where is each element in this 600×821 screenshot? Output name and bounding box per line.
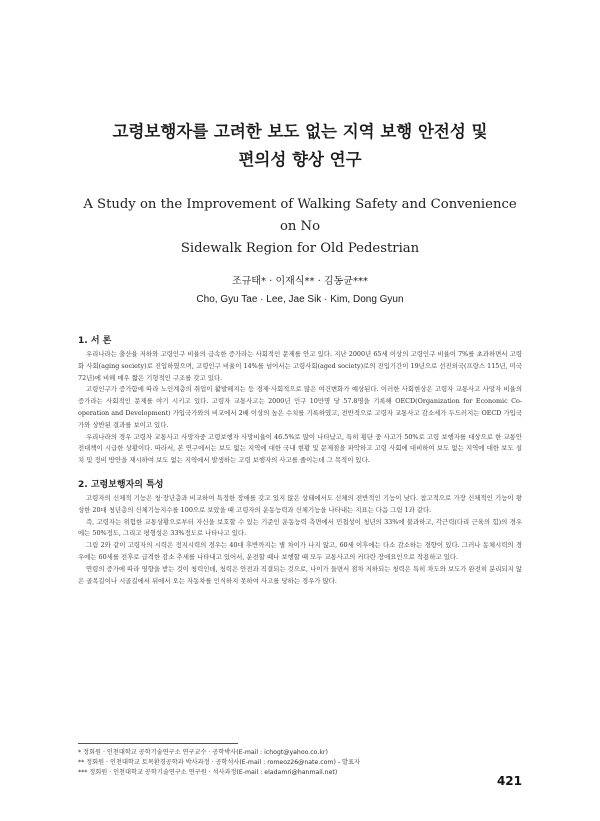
section-heading: 2. 고령보행자의 특성	[78, 479, 164, 490]
paragraph: 우리나라의 경우 고령자 교통사고 사망자중 고령보행자 사망비율이 46.5%로 많이 나타났고, 특히 횡단 중 사고가 50%로 고령 보행자를 대상으로 한 교통안전대책이 시급한 상황이다. 따라서, 본 연구에서는 보도 없는 지역에 대한 국내 현황 및 문제점을 파악하고 고령 사회에 대비하여 보도 없는 지역에 대한 보도 설치 및 정비 방안을 제시하여 보도 없는 지역에서 발생하는 고령 보행자의 사고를 줄이는데 그 목적이 있다.	[78, 432, 522, 465]
footnote: * 정회원 · 인천대학교 공학기술연구소 연구교수 · 공학박사(E-mail : ichogt@yahoo.co.kr)	[78, 749, 328, 756]
korean-title-line-2: 편의성 향상 연구	[238, 150, 362, 169]
english-title	[78, 194, 522, 260]
paragraph: 연령의 증가에 따라 영향을 받는 것이 청력인데, 청력은 안전과 직결되는 것으로, 나이가 들면서 점차 저하되는 청력은 특히 차도와 보도가 완전히 분리되지 않은 골목길이나 시골길에서 뒤에서 오는 자동차를 인식하지 못하여 사고를 당하는 경우가 많다.	[78, 564, 522, 585]
authors-english: Cho, Gyu Tae · Lee, Jae Sik · Kim, Dong Gyun	[196, 294, 404, 305]
section-heading: 1. 서 론	[78, 336, 112, 346]
section-introduction	[78, 333, 522, 467]
english-title-line-2: Sidewalk Region for Old Pedestrian	[180, 241, 420, 256]
korean-title-line-1: 고령보행자를 고려한 보도 없는 지역 보행 안전성 및	[112, 122, 488, 141]
paragraph: 고령인구가 증가함에 따라 노인계층의 취업이 활발해지는 등 경제·사회적으로 많은 여건변화가 예상된다. 이러한 사회현상은 고령자 교통사고 사망자 비율의 증가라는 사회적인 문제를 야기 시키고 있다. 고령자 교통사고는 2000년 인구 10만명 당 57.8명을 기록해 OECD(Organization for Economic Co-operation and Development) 가입국가와의 비교에서 2배 이상의 높은 수치를 기록하였고, 전반적으로 고령자 교통사고 감소세가 두드러지는 OECD 가입국가와 상반된 결과를 보이고 있다.	[78, 385, 522, 429]
authors-korean: 조규태* · 이재식** · 김동균***	[231, 276, 368, 287]
korean-title	[78, 0, 522, 174]
page-number: 421	[496, 774, 522, 788]
footnote-divider	[78, 743, 238, 744]
footnote: *** 정회원 · 인천대학교 공학기술연구소 연구원 · 석사과정(E-mail : eladamri@hanmail.net)	[78, 769, 338, 776]
footnotes	[78, 748, 522, 778]
paragraph: 고령자의 신체적 기능은 청·장년층과 비교하여 특정한 장애를 갖고 있지 않은 상태에서도 신체의 전반적인 기능이 낮다. 참고적으로 가장 신체적인 기능이 왕성한 20대 청년층의 신체기능지수를 100으로 보았을 때 고령자의 운동능력과 신체기능을 나타내는 지표는 다음 그림 1과 같다.	[78, 493, 522, 514]
paragraph: 그림 2와 같이 고령자의 시력은 정지시력의 경우는 40대 후반까지는 별 차이가 나지 않고, 60세 이후에는 다소 감소하는 경향이 있다. 그러나 동체시력의 경우에는 60세를 전후로 급격한 감소 추세를 나타내고 있어서, 운전할 때나 보행할 때 모두 교통사고의 커다란 장애요인으로 작용하고 있다.	[78, 541, 522, 561]
section-elderly-pedestrian-characteristics	[78, 477, 522, 587]
english-title-line-1: A Study on the Improvement of Walking Safety and Convenience on No	[83, 197, 517, 234]
paragraph: 우리나라는 출산율 저하와 고령인구 비율의 급속한 증가라는 사회적인 문제를 안고 있다. 지난 2000년 65세 이상의 고령인구 비율이 7%를 초과하면서 고령화 사회(aging society)로 진입하였으며, 고령인구 비율이 14%를 넘어서는 고령사회(aged society)로의 진입기간이 19년으로 선진외국(프랑스 115년, 미국 72년)에 비해 매우 짧은 기형적인 구조를 갖고 있다.	[78, 350, 522, 382]
footnote: ** 정회원 · 인천대학교 토목환경공학과 박사과정 · 공학석사(E-mail : romeoz26@nate.com) - 발표자	[78, 759, 360, 766]
paragraph: 즉, 고령자는 위험한 교통상황으로부터 자신을 보호할 수 있는 기준인 운동능력 측면에서 민첩성이 청년의 33%에 불과하고, 각근력(다리 근육의 힘)의 경우에는 50%정도, 그리고 평형성은 33%정도로 나타나고 있다.	[78, 517, 522, 538]
